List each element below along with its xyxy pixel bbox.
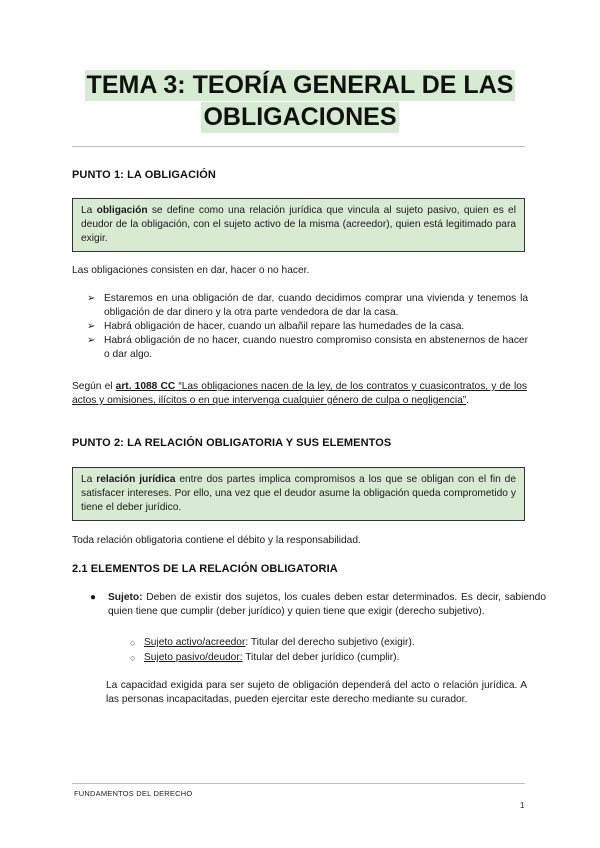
footer-label: FUNDAMENTOS DEL DERECHO [74,789,193,798]
capacidad-paragraph: La capacidad exigida para ser sujeto de obligación dependerá del acto o relación jurídica. A las personas incapacitadas, pueden ejercitar este derecho mediante su curador. [106,680,527,705]
definition-box-relacion: La relación jurídica entre dos partes implica compromisos a los que se obligan con el fin de satisfacer intereses. Por ello, una vez que el deudor asume la obligación queda comprometido y tiene el deber jurídico. [72,467,525,521]
arrow-bullet-icon: ➢ [87,335,96,346]
obligation-types-list [72,292,528,362]
page-number: 1 [520,801,525,810]
circle-bullet-icon: ○ [130,638,136,648]
page-title [60,70,540,133]
sub-item-acreedor: ○ Sujeto activo/acreedor: Titular del derecho subjetivo (exigir). [130,637,415,648]
box1-prefix: La [81,205,97,216]
title-divider [72,146,525,147]
list-item: ➢ Habrá obligación de no hacer, cuando nuestro compromiso consista en abstenernos de hacer o dar algo. [87,335,528,360]
footer-divider [72,783,525,784]
sujeto-label: Sujeto: [108,592,143,603]
bullet-dot-icon: ● [90,592,97,603]
definition-box-obligacion [72,198,525,252]
title-line-2: OBLIGACIONES [203,103,397,131]
circle-bullet-icon: ○ [130,653,136,663]
punto1-heading: PUNTO 1: LA OBLIGACIÓN [72,169,216,181]
list-item: ➢ Estaremos en una obligación de dar, cuando decidimos comprar una vivienda y tenemos la obligación de dar dinero y la otra parte vendedora de dar la casa. [87,293,528,318]
arrow-bullet-icon: ➢ [87,293,96,304]
box2-term: relación jurídica [96,474,176,485]
article-quote: “Las obligaciones nacen de la ley, de los contratos y cuasicontratos, y de los actos y omisiones, ilícitos o en que intervenga cualquier género de culpa o negligencia” [72,381,527,406]
article-reference: art. 1088 CC [115,381,176,392]
sub-item-deudor: ○ Sujeto pasivo/deudor: Titular del deber jurídico (cumplir). [130,652,400,663]
sujeto-bullet: ● Sujeto: Deben de existir dos sujetos, los cuales deben estar determinados. Es decir, sabiendo quien tiene que cumplir (deber jurídico) y quien tiene que exigir (derecho subjetivo). [90,592,546,617]
punto1-intro: Las obligaciones consisten en dar, hacer o no hacer. [72,265,310,276]
arrow-bullet-icon: ➢ [87,321,96,332]
punto2-intro: Toda relación obligatoria contiene el débito y la responsabilidad. [72,535,361,546]
list-item: ➢ Habrá obligación de hacer, cuando un albañil repare las humedades de la casa. [87,321,465,332]
box1-term: obligación [96,205,148,216]
punto2-heading: PUNTO 2: LA RELACIÓN OBLIGATORIA Y SUS ELEMENTOS [72,437,392,449]
section-2-1-heading: 2.1 ELEMENTOS DE LA RELACIÓN OBLIGATORIA [72,563,338,575]
title-line-1: TEMA 3: TEORÍA GENERAL DE LAS [86,71,514,99]
box1-text: se define como una relación jurídica que vincula al sujeto pasivo, quien es el deudor de la obligación, con el sujeto activo de la misma (acreedor), quien está legitimado para exigir. [81,205,516,244]
article-1088-paragraph: Según el art. 1088 CC “Las obligaciones nacen de la ley, de los contratos y cuasicontratos, y de los actos y omisiones, ilícitos o en que intervenga cualquier género de culpa o negligencia”. [72,381,527,406]
